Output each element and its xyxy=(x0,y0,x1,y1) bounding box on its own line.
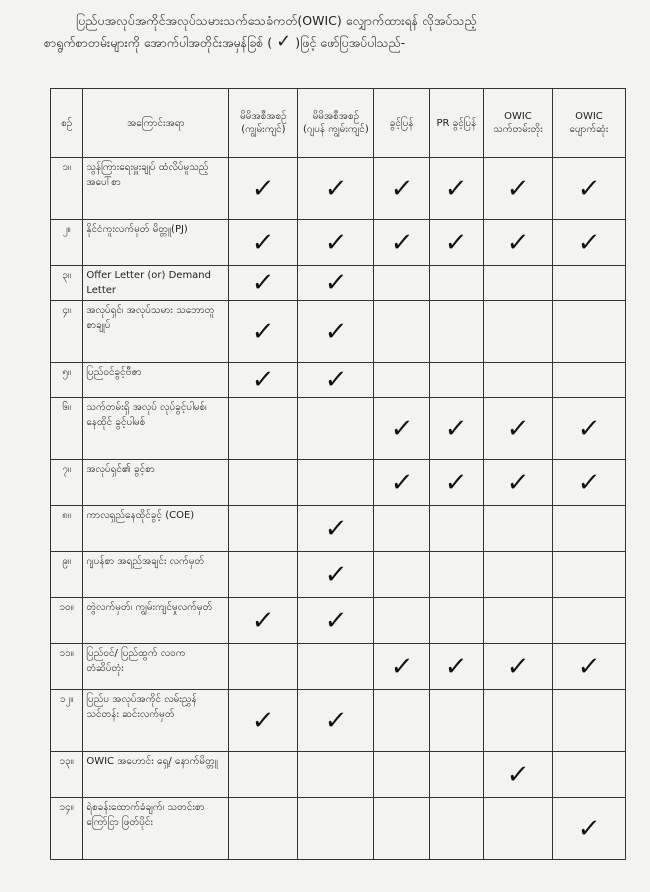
table-row xyxy=(51,301,626,363)
row-number: ၄။ xyxy=(51,301,83,363)
check-cell xyxy=(429,598,483,644)
header-pr-permission: PR ခွင့်ပြန် xyxy=(429,89,483,158)
check-cell xyxy=(229,506,298,552)
check-cell xyxy=(298,301,374,363)
intro-line-2b: )ဖြင့် ဖော်ပြအပ်ပါသည်- xyxy=(295,35,406,50)
check-cell xyxy=(429,506,483,552)
table-row xyxy=(51,266,626,301)
check-cell xyxy=(552,644,625,690)
check-cell xyxy=(484,460,553,506)
row-item-label: ပြည်ပ အလုပ်အကိုင် လမ်းညွှန် သင်တန်း ဆင်းလက်မှတ် xyxy=(83,690,229,752)
table-row xyxy=(51,506,626,552)
header-own-japan-skilled: မိမိအစီအစဉ် (ဂျပန် ကျွမ်းကျင်) xyxy=(298,89,374,158)
check-cell xyxy=(429,220,483,266)
check-cell xyxy=(552,398,625,460)
table-row xyxy=(51,690,626,752)
check-mark-icon: ✓ xyxy=(443,413,469,444)
row-item-label: ပြည်ဝင်ခွင့်ဗီဇာ xyxy=(83,363,229,398)
check-cell xyxy=(484,158,553,220)
check-cell xyxy=(298,460,374,506)
check-cell xyxy=(298,398,374,460)
check-cell xyxy=(552,158,625,220)
check-cell xyxy=(374,398,429,460)
check-cell xyxy=(298,798,374,860)
check-mark-icon: ✓ xyxy=(323,268,349,298)
check-mark-icon: ✓ xyxy=(505,413,531,444)
check-mark-icon: ✓ xyxy=(323,227,349,258)
check-cell xyxy=(374,552,429,598)
check-cell xyxy=(552,363,625,398)
check-cell xyxy=(298,598,374,644)
check-mark-icon: ✓ xyxy=(323,513,349,544)
check-mark-icon: ✓ xyxy=(443,651,469,682)
table-row xyxy=(51,220,626,266)
row-number: ၆။ xyxy=(51,398,83,460)
check-cell xyxy=(229,266,298,301)
check-mark-icon: ✓ xyxy=(276,31,292,52)
check-cell xyxy=(552,598,625,644)
check-cell xyxy=(374,798,429,860)
table-row xyxy=(51,158,626,220)
check-cell xyxy=(552,301,625,363)
check-cell xyxy=(229,398,298,460)
check-cell xyxy=(374,158,429,220)
check-cell xyxy=(484,506,553,552)
check-cell xyxy=(298,690,374,752)
table-row xyxy=(51,460,626,506)
check-cell xyxy=(429,266,483,301)
check-mark-icon: ✓ xyxy=(576,813,602,844)
check-mark-icon: ✓ xyxy=(505,227,531,258)
row-item-label: အလုပ်ရှင်၊ အလုပ်သမား သဘောတူ စာချုပ် xyxy=(83,301,229,363)
check-cell xyxy=(229,158,298,220)
check-cell xyxy=(429,363,483,398)
check-mark-icon: ✓ xyxy=(323,173,349,204)
check-cell xyxy=(374,752,429,798)
check-cell xyxy=(429,460,483,506)
check-mark-icon: ✓ xyxy=(505,467,531,498)
row-item-label: ဂျပန်စာ အရည်အချင်း လက်မှတ် xyxy=(83,552,229,598)
check-cell xyxy=(484,798,553,860)
check-cell xyxy=(229,220,298,266)
check-cell xyxy=(229,363,298,398)
check-cell xyxy=(552,552,625,598)
check-mark-icon: ✓ xyxy=(250,268,276,298)
row-number: ၇။ xyxy=(51,460,83,506)
row-number: ၁၀။ xyxy=(51,598,83,644)
check-cell xyxy=(484,752,553,798)
check-cell xyxy=(484,598,553,644)
table-row xyxy=(51,752,626,798)
check-cell xyxy=(229,301,298,363)
check-cell xyxy=(429,644,483,690)
row-number: ၁။ xyxy=(51,158,83,220)
row-item-label: ရဲစခန်းထောက်ခံချက်၊ သတင်းစာ ကြော်ငြာ ဖြတ်ပိုင်း xyxy=(83,798,229,860)
check-cell xyxy=(484,301,553,363)
check-mark-icon: ✓ xyxy=(389,467,415,498)
check-cell xyxy=(374,220,429,266)
check-cell xyxy=(298,220,374,266)
check-cell xyxy=(552,460,625,506)
check-mark-icon: ✓ xyxy=(505,173,531,204)
check-cell xyxy=(484,644,553,690)
check-cell xyxy=(552,220,625,266)
check-cell xyxy=(552,506,625,552)
check-cell xyxy=(298,552,374,598)
check-cell xyxy=(298,752,374,798)
row-number: ၁၄။ xyxy=(51,798,83,860)
row-item-label: ကာလရှည်နေထိုင်ခွင့် (COE) xyxy=(83,506,229,552)
row-item-label: နိုင်ငံကူးလက်မှတ် မိတ္တူ(PJ) xyxy=(83,220,229,266)
check-mark-icon: ✓ xyxy=(389,651,415,682)
table-row xyxy=(51,363,626,398)
check-cell xyxy=(374,690,429,752)
check-cell xyxy=(484,266,553,301)
check-cell xyxy=(374,266,429,301)
check-cell xyxy=(298,266,374,301)
check-cell xyxy=(552,690,625,752)
check-cell xyxy=(484,220,553,266)
check-mark-icon: ✓ xyxy=(250,316,276,347)
check-cell xyxy=(552,798,625,860)
check-mark-icon: ✓ xyxy=(505,651,531,682)
check-cell xyxy=(429,798,483,860)
header-own-skilled: မိမိအစီအစဉ် (ကျွမ်းကျင်) xyxy=(229,89,298,158)
check-cell xyxy=(229,598,298,644)
check-cell xyxy=(298,644,374,690)
check-cell xyxy=(552,752,625,798)
table-row xyxy=(51,398,626,460)
check-mark-icon: ✓ xyxy=(389,173,415,204)
check-mark-icon: ✓ xyxy=(576,651,602,682)
check-cell xyxy=(229,644,298,690)
check-mark-icon: ✓ xyxy=(576,413,602,444)
check-cell xyxy=(374,460,429,506)
header-item: အကြောင်းအရာ xyxy=(83,89,229,158)
check-cell xyxy=(374,644,429,690)
check-mark-icon: ✓ xyxy=(250,605,276,636)
check-cell xyxy=(429,690,483,752)
check-mark-icon: ✓ xyxy=(250,705,276,736)
row-number: ၁၁။ xyxy=(51,644,83,690)
check-cell xyxy=(429,158,483,220)
documents-table xyxy=(50,88,626,860)
check-mark-icon: ✓ xyxy=(250,365,276,395)
check-mark-icon: ✓ xyxy=(389,227,415,258)
check-mark-icon: ✓ xyxy=(323,365,349,395)
row-number: ၁၃။ xyxy=(51,752,83,798)
header-owic-lost: OWIC ပျောက်ဆုံး xyxy=(552,89,625,158)
row-item-label: တွဲလက်မှတ်၊ ကျွမ်းကျင်မှုလက်မှတ် xyxy=(83,598,229,644)
check-mark-icon: ✓ xyxy=(443,227,469,258)
check-mark-icon: ✓ xyxy=(323,605,349,636)
check-cell xyxy=(374,363,429,398)
check-mark-icon: ✓ xyxy=(323,559,349,590)
check-cell xyxy=(429,398,483,460)
check-mark-icon: ✓ xyxy=(389,413,415,444)
row-number: ၉။ xyxy=(51,552,83,598)
table-row xyxy=(51,798,626,860)
check-mark-icon: ✓ xyxy=(576,467,602,498)
check-cell xyxy=(484,363,553,398)
table-row xyxy=(51,598,626,644)
check-mark-icon: ✓ xyxy=(576,173,602,204)
check-cell xyxy=(484,398,553,460)
intro-line-2a: စာရွက်စာတမ်းများကို အောက်ပါအတိုင်းအမှန်ခြစ် ( xyxy=(44,35,273,50)
check-cell xyxy=(429,301,483,363)
check-mark-icon: ✓ xyxy=(323,316,349,347)
check-mark-icon: ✓ xyxy=(443,173,469,204)
row-number: ၂။ xyxy=(51,220,83,266)
header-permission: ခွင့်ပြန် xyxy=(374,89,429,158)
check-mark-icon: ✓ xyxy=(250,227,276,258)
check-cell xyxy=(298,363,374,398)
row-item-label: သွန်ကြားရေးမှူးချုပ် ထံလိပ်မူသည့် အပေါ်စာ xyxy=(83,158,229,220)
check-mark-icon: ✓ xyxy=(250,173,276,204)
check-cell xyxy=(298,506,374,552)
check-cell xyxy=(229,690,298,752)
header-no: စဉ် xyxy=(51,89,83,158)
row-number: ၅။ xyxy=(51,363,83,398)
check-mark-icon: ✓ xyxy=(576,227,602,258)
check-mark-icon: ✓ xyxy=(323,705,349,736)
intro-line-1: ပြည်ပအလုပ်အကိုင်အလုပ်သမားသက်သေခံကတ်(OWIC) လျှောက်ထားရန် လိုအပ်သည့် xyxy=(76,13,477,28)
intro-text xyxy=(36,10,626,53)
check-cell xyxy=(484,690,553,752)
table-row xyxy=(51,552,626,598)
row-number: ၃။ xyxy=(51,266,83,301)
header-owic-renew: OWIC သက်တမ်းတိုး xyxy=(484,89,553,158)
row-item-label: သက်တမ်းရှိ အလုပ် လုပ်ခွင့်ပါမစ်၊ နေထိုင် ခွင့်ပါမစ် xyxy=(83,398,229,460)
check-cell xyxy=(374,506,429,552)
row-number: ၁၂။ xyxy=(51,690,83,752)
check-cell xyxy=(484,552,553,598)
check-cell xyxy=(552,266,625,301)
check-cell xyxy=(229,752,298,798)
table-row xyxy=(51,644,626,690)
row-item-label: Offer Letter (or) Demand Letter xyxy=(83,266,229,301)
check-cell xyxy=(229,552,298,598)
table-body xyxy=(51,158,626,860)
check-cell xyxy=(298,158,374,220)
check-cell xyxy=(374,598,429,644)
check-mark-icon: ✓ xyxy=(505,759,531,790)
check-mark-icon: ✓ xyxy=(443,467,469,498)
check-cell xyxy=(429,752,483,798)
row-number: ၈။ xyxy=(51,506,83,552)
row-item-label: ပြည်ဝင်/ ပြည်ထွက် လဝက တံဆိပ်တုံး xyxy=(83,644,229,690)
table-header-row xyxy=(51,89,626,158)
check-cell xyxy=(429,552,483,598)
check-cell xyxy=(374,301,429,363)
check-cell xyxy=(229,460,298,506)
intro-line-2 xyxy=(36,31,626,53)
row-item-label: OWIC အဟောင်း ရှေ့/ နောက်မိတ္တူ xyxy=(83,752,229,798)
check-cell xyxy=(229,798,298,860)
row-item-label: အလုပ်ရှင်၏ ခွင့်စာ xyxy=(83,460,229,506)
